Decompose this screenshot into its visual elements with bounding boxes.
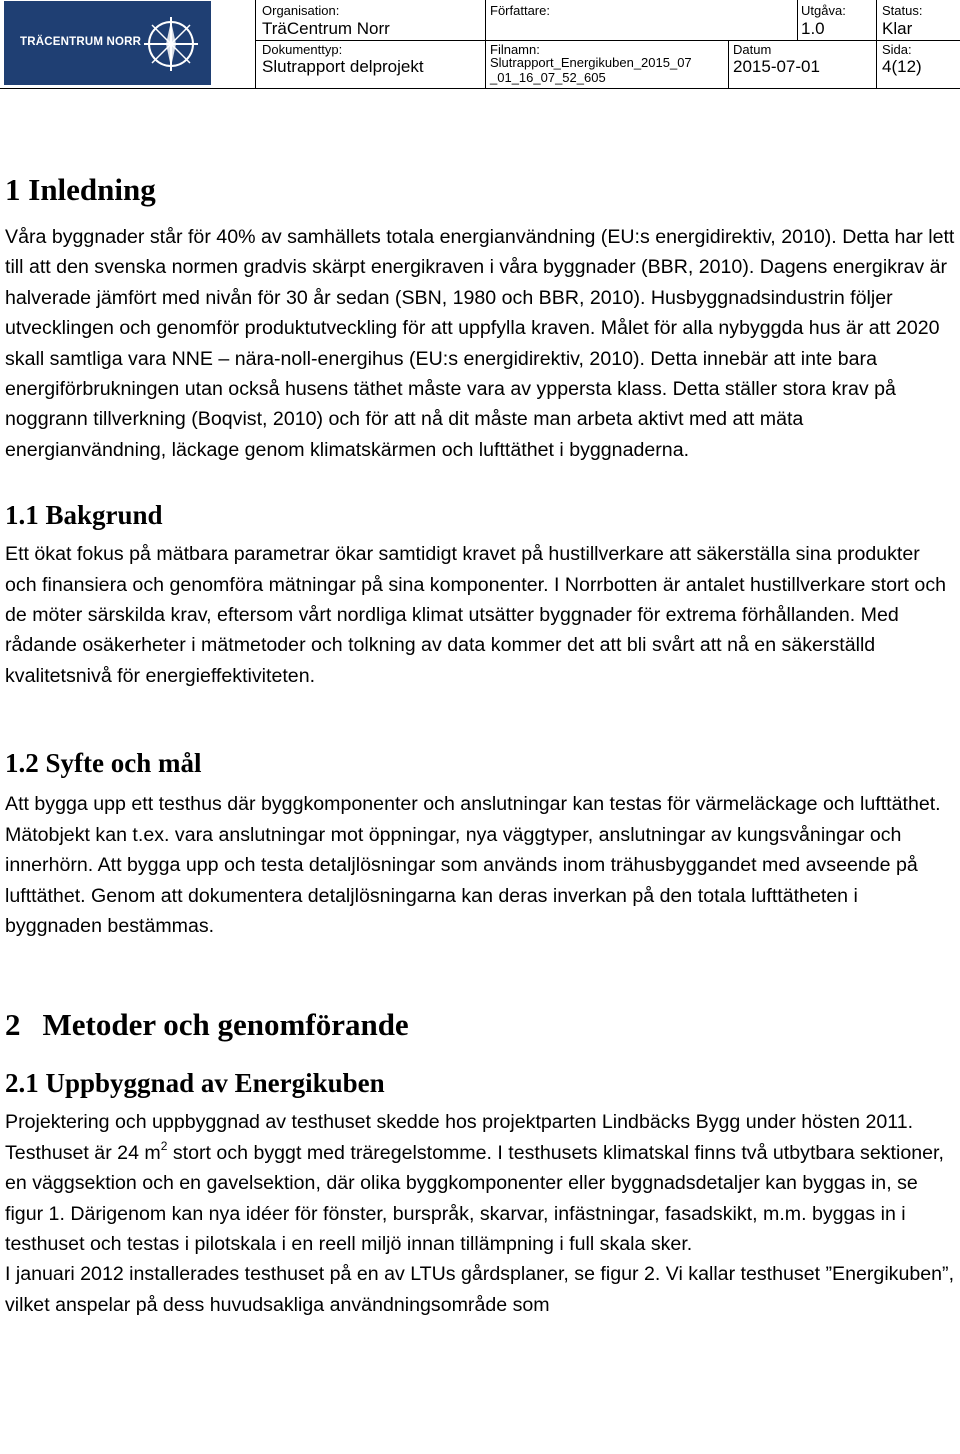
section-2-1-heading: 2.1 Uppbyggnad av Energikuben xyxy=(5,1068,385,1099)
status-label: Status: xyxy=(882,3,923,18)
section-2-number: 2 xyxy=(5,1007,21,1043)
organisation-value: TräCentrum Norr xyxy=(262,19,390,38)
status-value: Klar xyxy=(882,19,913,38)
doctype-value: Slutrapport delprojekt xyxy=(262,57,424,76)
superscript-2: 2 xyxy=(160,1138,168,1153)
doctype-label: Dokumenttyp: xyxy=(262,42,343,57)
version-value: 1.0 xyxy=(801,19,825,38)
p1-text-before: Projektering och uppbyggnad av testhuset skedde hos projektparten Lindbäcks Bygg under hösten 2011. Testhuset är 24 m xyxy=(5,1111,914,1164)
date-label: Datum xyxy=(733,42,772,57)
author-label: Författare: xyxy=(490,3,550,18)
section-2-1-paragraph-1 xyxy=(5,1107,955,1259)
section-2-1-paragraph-2: I januari 2012 installerades testhuset på en av LTUs gårdsplaner, se figur 2. Vi kallar testhuset ”Energikuben”, vilket anspelar på dess huvudsakliga användningsområde som xyxy=(5,1263,955,1316)
date-value: 2015-07-01 xyxy=(733,57,820,76)
p1-text-after: stort och byggt med träregelstomme. I testhusets klimatskal finns två utbytbara sektioner, en väggsektion och en gavelsektion, där olika byggkomponenter eller byggnadsdetaljer kan byggas in, se figur 1. Därigenom kan nya idéer för fönster, burspråk, skarvar, infästningar, fasadskikt, m.m. byggas in i testhuset och testas i pilotskala i en reell miljö innan tillämpning i full skala sker. xyxy=(5,1141,944,1255)
compass-icon xyxy=(142,15,200,73)
section-1-heading: 1 Inledning xyxy=(5,172,156,207)
filename-line1: Slutrapport_Energikuben_2015_07 xyxy=(490,55,692,70)
section-1-2-paragraph: Att bygga upp ett testhus där byggkomponenter och anslutningar kan testas för värmeläckage och lufttäthet. Mätobjekt kan t.ex. vara anslutningar mot öppningar, nya väggtyper, anslutningar av kungsvåningar och innerhörn. Att bygga upp och testa detaljlösningar som används inom trähusbyggandet med avseende på lufttäthet. Genom att dokumentera detaljlösningarna kan deras inverkan på den totala lufttätheten i byggnaden bestämmas. xyxy=(5,793,941,937)
document-body xyxy=(5,170,955,1320)
section-1-1-heading: 1.1 Bakgrund xyxy=(5,500,163,531)
document-header xyxy=(0,0,960,88)
logo-text: TRÄCENTRUM NORR xyxy=(20,36,142,48)
section-1-2-heading: 1.2 Syfte och mål xyxy=(5,748,202,779)
tracentrum-logo xyxy=(4,1,211,85)
section-1-1-paragraph: Ett ökat fokus på mätbara parametrar ökar samtidigt kravet på hustillverkare att säkerställa sina produkter och finansiera och genomföra mätningar på sina komponenter. I Norrbotten är antalet hustillverkare stort och de möter särskilda krav, eftersom vårt nordliga klimat utsätter byggnader för extrema förhållanden. Med rådande osäkerheter i mätmetoder och tolkning av data kommer det att bli svårt att nå en säkerställd kvalitetsnivå för energieffektiviteten. xyxy=(5,543,947,687)
filename-line2: _01_16_07_52_605 xyxy=(490,70,606,85)
page-label: Sida: xyxy=(882,42,912,57)
section-2-heading xyxy=(5,1005,955,1045)
section-1-paragraph: Våra byggnader står för 40% av samhällets totala energianvändning (EU:s energidirektiv, 2010). Detta har lett till att den svenska normen gradvis skärpt energikraven i våra byggnader (BBR, 2010). Dagens energikrav är halverade jämfört med nivån för 30 år sedan (SBN, 1980 och BBR, 2010). Husbyggnadsindustrin följer utvecklingen och genomför produktutveckling för att uppfylla kraven. Målet för alla nybyggda hus är att 2020 skall samtliga vara NNE – nära-noll-energihus (EU:s energidirektiv, 2010). Detta innebär att inte bara energiförbrukningen utan också husens täthet måste vara av yppersta klass. Detta ställer stora krav på noggrann tillverkning (Boqvist, 2010) och för att nå dit måste man arbeta aktivt med att mäta energianvändning, läckage genom klimatskärmen och lufttäthet i byggnaderna. xyxy=(5,226,955,461)
organisation-label: Organisation: xyxy=(262,3,340,18)
version-label: Utgåva: xyxy=(801,3,846,18)
section-2-title: Metoder och genomförande xyxy=(42,1007,409,1043)
page-value: 4(12) xyxy=(882,57,922,76)
filename-label: Filnamn: xyxy=(490,42,540,57)
